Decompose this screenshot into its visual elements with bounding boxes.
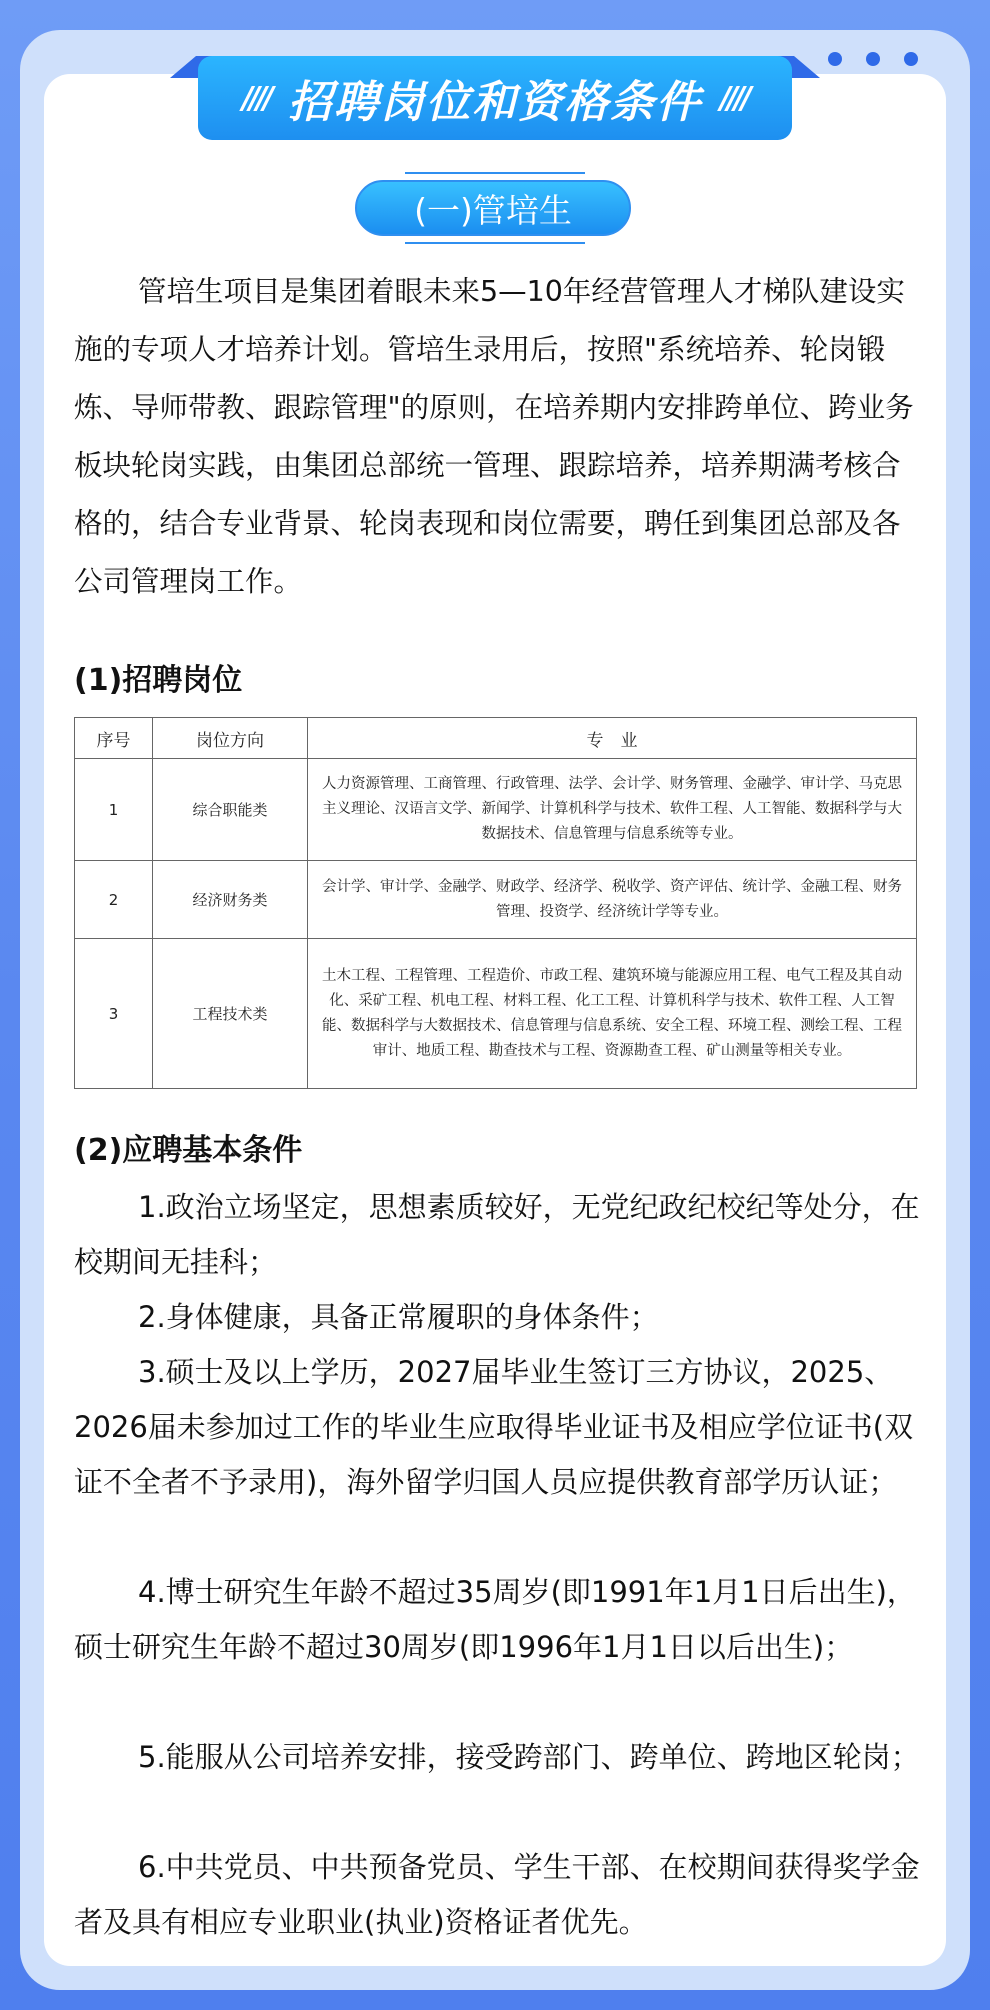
row-direction: 综合职能类 — [153, 759, 308, 861]
condition-item-4: 4.博士研究生年龄不超过35周岁(即1991年1月1日后出生)，硕士研究生年龄不超过30周岁(即1996年1月1日以后出生)； — [74, 1575, 916, 1664]
badge-line-bottom — [405, 242, 585, 244]
section-label: (一)管培生 — [414, 190, 572, 230]
condition-item-1: 1.政治立场坚定，思想素质较好，无党纪政纪校纪等处分，在校期间无挂科； — [74, 1190, 920, 1279]
col-header-direction: 岗位方向 — [153, 718, 308, 759]
section-pill — [355, 180, 631, 236]
slash-deco-left: //// — [242, 80, 270, 116]
table-row — [75, 939, 917, 1089]
intro-paragraph: 管培生项目是集团着眼未来5—10年经营管理人才梯队建设实施的专项人才培养计划。管培生录用后，按照"系统培养、轮岗锻炼、导师带教、跟踪管理"的原则，在培养期内安排跨单位、跨业务板块轮岗实践，由集团总部统一管理、跟踪培养，培养期满考核合格的，结合专业背景、轮岗表现和岗位需要，聘任到集团总部及各公司管理岗工作。 — [74, 275, 914, 598]
row-majors: 会计学、审计学、金融学、财政学、经济学、税收学、资产评估、统计学、金融工程、财务管理、投资学、经济统计学等专业。 — [308, 861, 917, 939]
table-row — [75, 861, 917, 939]
dot-icon — [904, 52, 918, 66]
section-badge — [355, 172, 635, 244]
row-direction: 经济财务类 — [153, 861, 308, 939]
condition-item-2: 2.身体健康，具备正常履职的身体条件； — [138, 1300, 659, 1334]
table-row — [75, 759, 917, 861]
slash-deco-right: //// — [720, 80, 748, 116]
condition-item-6: 6.中共党员、中共预备党员、学生干部、在校期间获得奖学金者及具有相应专业职业(执业)资格证者优先。 — [74, 1850, 920, 1939]
badge-line-top — [405, 172, 585, 174]
col-header-no: 序号 — [75, 718, 153, 759]
row-majors: 土木工程、工程管理、工程造价、市政工程、建筑环境与能源应用工程、电气工程及其自动化、采矿工程、机电工程、材料工程、化工工程、计算机科学与技术、软件工程、人工智能、数据科学与大数据技术、信息管理与信息系统、安全工程、环境工程、测绘工程、工程审计、地质工程、勘查技术与工程、资源勘查工程、矿山测量等相关专业。 — [308, 939, 917, 1089]
dot-icon — [828, 52, 842, 66]
row-no: 3 — [75, 939, 153, 1089]
row-direction: 工程技术类 — [153, 939, 308, 1089]
conditions-heading: (2)应聘基本条件 — [74, 1133, 303, 1168]
col-header-majors: 专 业 — [308, 718, 917, 759]
positions-heading: (1)招聘岗位 — [74, 663, 243, 698]
row-no: 1 — [75, 759, 153, 861]
dot-icon — [866, 52, 880, 66]
condition-item-3: 3.硕士及以上学历，2027届毕业生签订三方协议，2025、2026届未参加过工作的毕业生应取得毕业证书及相应学位证书(双证不全者不予录用)，海外留学归国人员应提供教育部学历认证； — [74, 1355, 914, 1499]
positions-table — [74, 717, 917, 1089]
row-no: 2 — [75, 861, 153, 939]
decorative-dots — [828, 52, 918, 66]
row-majors: 人力资源管理、工商管理、行政管理、法学、会计学、财务管理、金融学、审计学、马克思主义理论、汉语言文学、新闻学、计算机科学与技术、软件工程、人工智能、数据科学与大数据技术、信息管理与信息系统等专业。 — [308, 759, 917, 861]
page-title: 招聘岗位和资格条件 — [288, 77, 702, 128]
table-header-row — [75, 718, 917, 759]
condition-item-5: 5.能服从公司培养安排，接受跨部门、跨单位、跨地区轮岗； — [138, 1740, 920, 1774]
title-banner — [198, 56, 792, 140]
